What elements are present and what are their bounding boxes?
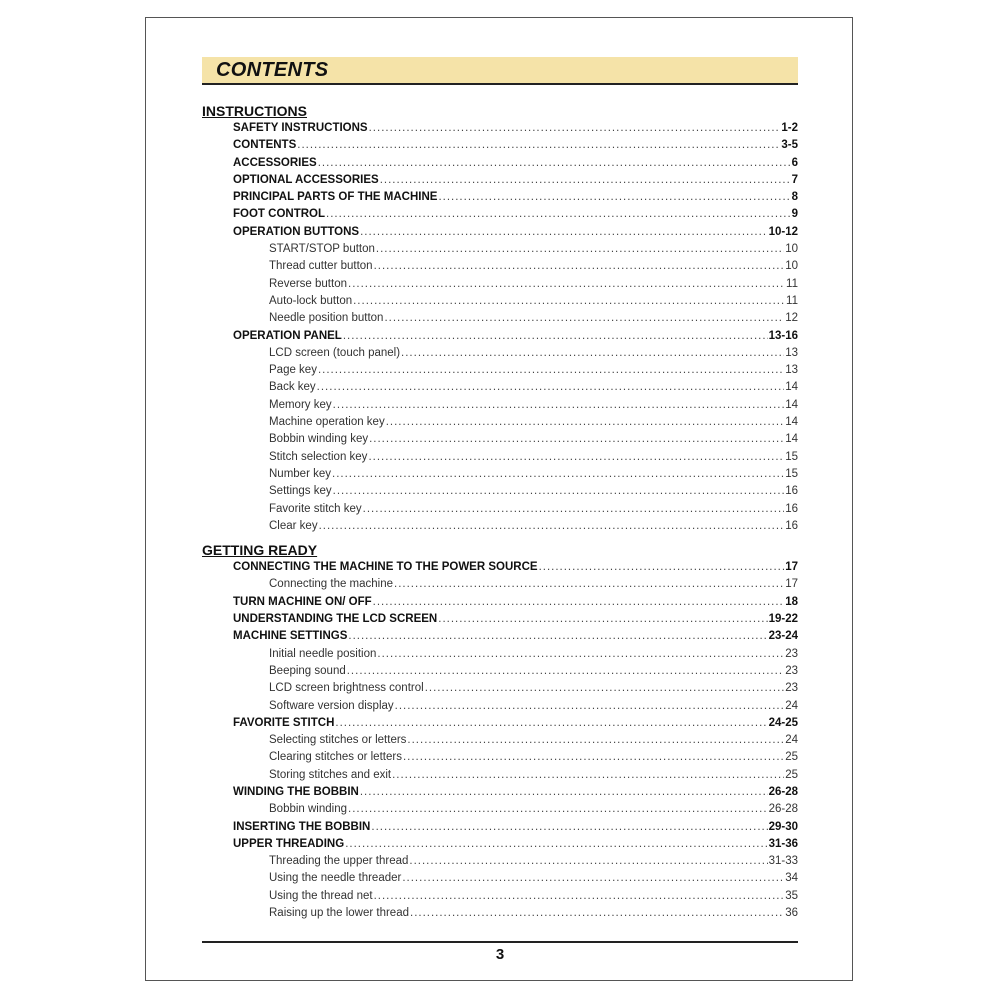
dot-leader	[403, 749, 784, 766]
dot-leader	[335, 715, 767, 732]
section-heading: INSTRUCTIONS	[202, 103, 307, 119]
dot-leader	[318, 362, 784, 379]
table-of-contents	[202, 102, 798, 922]
toc-entry-label: Back key	[269, 381, 316, 394]
dot-leader	[297, 137, 780, 154]
toc-subentry	[202, 241, 798, 258]
toc-entry-page: 7	[791, 173, 798, 186]
toc-entry-page: 23-24	[768, 630, 798, 643]
toc-subentry	[202, 431, 798, 448]
toc-entry-label: SAFETY INSTRUCTIONS	[233, 122, 368, 134]
toc-entry	[202, 611, 798, 628]
toc-entry	[202, 784, 798, 801]
toc-entry-label: Storing stitches and exit	[269, 768, 392, 781]
toc-subentry	[202, 466, 798, 483]
toc-subentry	[202, 501, 798, 518]
toc-subentry	[202, 449, 798, 466]
dot-leader	[380, 172, 791, 189]
toc-subentry	[202, 749, 798, 766]
toc-entry-page: 23	[785, 682, 798, 695]
toc-entry-page: 15	[785, 467, 798, 480]
toc-entry-label: Connecting the machine	[269, 578, 394, 591]
toc-subentry	[202, 414, 798, 431]
toc-subentry	[202, 732, 798, 749]
toc-entry-page: 11	[786, 277, 798, 290]
toc-subentry	[202, 870, 798, 887]
toc-entry-page: 13-16	[768, 329, 798, 342]
footer-divider	[202, 941, 798, 943]
dot-leader	[347, 663, 784, 680]
dot-leader	[384, 310, 784, 327]
dot-leader	[374, 888, 785, 905]
toc-entry-page: 14	[785, 433, 798, 446]
toc-entry-label: MACHINE SETTINGS	[233, 630, 348, 643]
toc-entry-label: Beeping sound	[269, 664, 346, 677]
toc-entry-page: 23	[785, 664, 798, 677]
toc-entry-page: 13	[785, 364, 798, 377]
toc-entry-label: LCD screen (touch panel)	[269, 346, 401, 359]
dot-leader	[374, 258, 785, 275]
toc-entry-label: LCD screen brightness control	[269, 682, 424, 695]
toc-entry-page: 18	[785, 595, 798, 608]
toc-entry-page: 24-25	[768, 716, 798, 729]
toc-entry-label: Reverse button	[269, 277, 347, 290]
toc-entry-page: 1-2	[781, 122, 798, 134]
toc-entry-label: FAVORITE STITCH	[233, 716, 335, 729]
dot-leader	[348, 801, 768, 818]
toc-subentry	[202, 293, 798, 310]
toc-entry-label: Page key	[269, 364, 317, 377]
document-page	[145, 17, 853, 981]
toc-entry-label: OPTIONAL ACCESSORIES	[233, 173, 379, 186]
toc-entry	[202, 819, 798, 836]
dot-leader	[348, 276, 785, 293]
toc-entry-label: PRINCIPAL PARTS OF THE MACHINE	[233, 191, 438, 204]
toc-entry-label: INSERTING THE BOBBIN	[233, 820, 371, 833]
toc-subentry	[202, 276, 798, 293]
toc-entry	[202, 328, 798, 345]
toc-entry-page: 8	[791, 191, 798, 204]
toc-entry-label: Raising up the lower thread	[269, 907, 409, 920]
toc-subentry	[202, 853, 798, 870]
dot-leader	[401, 345, 784, 362]
dot-leader	[363, 501, 785, 518]
toc-entry	[202, 836, 798, 853]
toc-entry	[202, 594, 798, 611]
dot-leader	[402, 870, 784, 887]
dot-leader	[371, 819, 767, 836]
toc-entry-page: 31-36	[768, 837, 798, 850]
toc-entry-page: 14	[785, 398, 798, 411]
toc-entry-label: Needle position button	[269, 312, 384, 325]
toc-subentry	[202, 905, 798, 922]
dot-leader	[345, 836, 767, 853]
dot-leader	[539, 559, 785, 576]
dot-leader	[392, 767, 784, 784]
dot-leader	[332, 466, 784, 483]
toc-subentry	[202, 663, 798, 680]
page-number: 3	[495, 946, 505, 963]
toc-entry-page: 6	[791, 156, 798, 169]
page-title: CONTENTS	[216, 59, 329, 81]
toc-entry	[202, 715, 798, 732]
toc-entry-page: 35	[785, 889, 798, 902]
toc-entry-page: 17	[785, 578, 798, 591]
toc-subentry	[202, 801, 798, 818]
toc-subentry	[202, 483, 798, 500]
dot-leader	[343, 328, 768, 345]
toc-subentry	[202, 646, 798, 663]
toc-entry	[202, 628, 798, 645]
toc-subentry	[202, 345, 798, 362]
dot-leader	[386, 414, 784, 431]
dot-leader	[410, 905, 784, 922]
toc-subentry	[202, 397, 798, 414]
dot-leader	[326, 206, 791, 223]
toc-entry-page: 23	[785, 647, 798, 660]
dot-leader	[376, 241, 784, 258]
toc-entry-label: Stitch selection key	[269, 450, 368, 463]
toc-entry-label: Using the thread net	[269, 889, 373, 902]
toc-subentry	[202, 518, 798, 535]
toc-entry-page: 16	[785, 485, 798, 498]
toc-entry-page: 17	[785, 561, 798, 574]
toc-entry-label: OPERATION PANEL	[233, 329, 342, 342]
toc-entry-label: Bobbin winding key	[269, 433, 369, 446]
toc-entry-page: 14	[785, 416, 798, 429]
dot-leader	[333, 397, 785, 414]
toc-subentry	[202, 379, 798, 396]
toc-entry-page: 36	[785, 907, 798, 920]
toc-entry-page: 16	[785, 519, 798, 532]
toc-entry-label: ACCESSORIES	[233, 156, 317, 169]
dot-leader	[369, 120, 781, 137]
dot-leader	[317, 379, 785, 396]
toc-entry-label: Clear key	[269, 519, 318, 532]
toc-entry-page: 10	[785, 260, 798, 273]
dot-leader	[377, 646, 784, 663]
toc-entry-page: 29-30	[768, 820, 798, 833]
toc-entry-label: Initial needle position	[269, 647, 377, 660]
toc-subentry	[202, 888, 798, 905]
toc-entry-page: 10-12	[768, 225, 798, 238]
toc-entry-label: Software version display	[269, 699, 394, 712]
toc-entry	[202, 120, 798, 137]
dot-leader	[360, 224, 767, 241]
toc-entry-page: 31-33	[768, 855, 798, 868]
toc-subentry	[202, 680, 798, 697]
toc-entry-label: Clearing stitches or letters	[269, 751, 402, 764]
toc-entry-label: CONTENTS	[233, 139, 297, 152]
toc-entry-page: 24	[785, 699, 798, 712]
toc-entry-label: Number key	[269, 467, 331, 480]
dot-leader	[369, 431, 784, 448]
toc-entry-label: Threading the upper thread	[269, 855, 409, 868]
section-heading: GETTING READY	[202, 542, 318, 559]
toc-entry	[202, 137, 798, 154]
toc-entry-label: FOOT CONTROL	[233, 208, 325, 221]
toc-entry-page: 15	[785, 450, 798, 463]
toc-entry-page: 14	[785, 381, 798, 394]
toc-entry-label: UNDERSTANDING THE LCD SCREEN	[233, 613, 438, 626]
toc-entry-label: Settings key	[269, 485, 332, 498]
dot-leader	[425, 680, 785, 697]
dot-leader	[318, 155, 791, 172]
toc-entry-page: 24	[785, 734, 798, 747]
toc-entry-page: 3-5	[781, 139, 798, 152]
toc-subentry	[202, 258, 798, 275]
toc-entry-page: 9	[791, 208, 798, 221]
dot-leader	[348, 628, 767, 645]
toc-entry-page: 12	[785, 312, 798, 325]
dot-leader	[394, 576, 784, 593]
dot-leader	[438, 189, 790, 206]
toc-entry	[202, 189, 798, 206]
toc-entry-label: TURN MACHINE ON/ OFF	[233, 595, 372, 608]
toc-entry-label: UPPER THREADING	[233, 837, 345, 850]
dot-leader	[368, 449, 784, 466]
toc-subentry	[202, 310, 798, 327]
toc-entry-page: 11	[786, 294, 798, 307]
dot-leader	[409, 853, 767, 870]
dot-leader	[395, 698, 785, 715]
toc-entry-page: 26-28	[768, 803, 798, 816]
toc-entry-label: Auto-lock button	[269, 294, 353, 307]
toc-entry	[202, 559, 798, 576]
toc-entry-label: Memory key	[269, 398, 332, 411]
toc-entry-page: 25	[785, 751, 798, 764]
toc-entry-page: 16	[785, 502, 798, 515]
toc-entry-page: 34	[785, 872, 798, 885]
dot-leader	[319, 518, 785, 535]
toc-entry	[202, 206, 798, 223]
toc-subentry	[202, 698, 798, 715]
toc-subentry	[202, 362, 798, 379]
toc-entry-label: Bobbin winding	[269, 803, 348, 816]
dot-leader	[407, 732, 784, 749]
toc-subentry	[202, 576, 798, 593]
toc-entry-label: CONNECTING THE MACHINE TO THE POWER SOURCE	[233, 561, 538, 574]
dot-leader	[333, 483, 785, 500]
dot-leader	[438, 611, 767, 628]
dot-leader	[353, 293, 785, 310]
toc-entry-page: 25	[785, 768, 798, 781]
toc-entry	[202, 172, 798, 189]
toc-subentry	[202, 767, 798, 784]
toc-entry-label: OPERATION BUTTONS	[233, 225, 360, 238]
toc-entry	[202, 155, 798, 172]
title-bar	[202, 57, 798, 85]
toc-entry-page: 26-28	[768, 785, 798, 798]
toc-entry-label: Machine operation key	[269, 416, 385, 429]
toc-entry-label: Using the needle threader	[269, 872, 402, 885]
toc-entry-label: START/STOP button	[269, 243, 375, 256]
toc-entry-page: 19-22	[768, 613, 798, 626]
toc-entry-label: WINDING THE BOBBIN	[233, 785, 359, 798]
toc-entry-label: Favorite stitch key	[269, 502, 362, 515]
dot-leader	[373, 594, 785, 611]
toc-entry-label: Thread cutter button	[269, 260, 373, 273]
dot-leader	[360, 784, 768, 801]
toc-entry-page: 10	[785, 243, 798, 256]
toc-entry-page: 13	[785, 346, 798, 359]
toc-entry-label: Selecting stitches or letters	[269, 734, 407, 747]
toc-entry	[202, 224, 798, 241]
